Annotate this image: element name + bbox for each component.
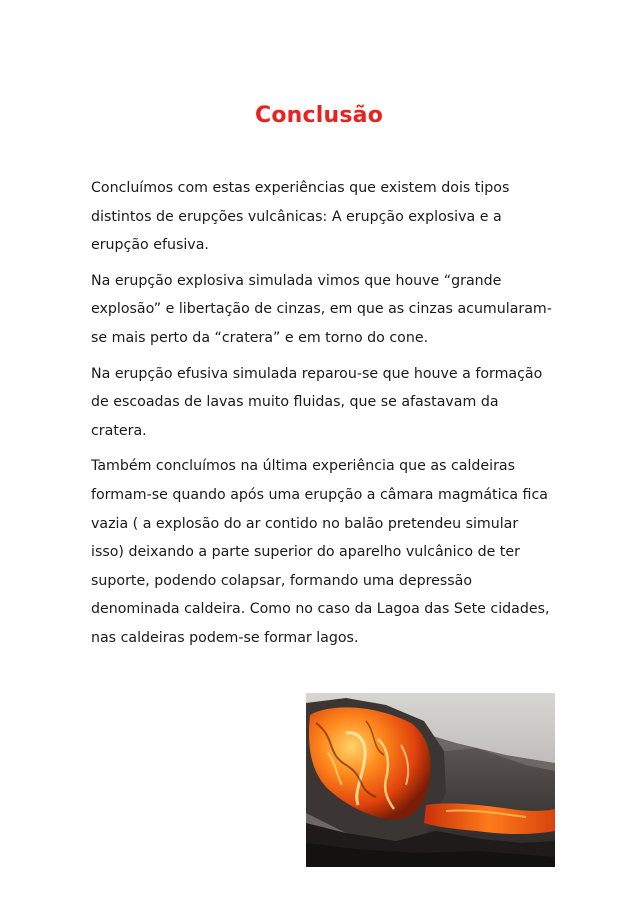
paragraph-1: Concluímos com estas experiências que existem dois tipos distintos de erupções vulcânicas: A erupção explosiva e a erupção efusiva. xyxy=(91,180,510,254)
paragraph-2: Na erupção explosiva simulada vimos que houve “grande explosão” e libertação de cinzas, em que as cinzas acumularam-se mais perto da “cratera” e em torno do cone. xyxy=(91,272,552,346)
paragraph-4: Também concluímos na última experiência que as caldeiras formam-se quando após uma erupção a câmara magmática fica vazia ( a explosão do ar contido no balão pretendeu simular isso) deixando a parte superior do aparelho vulcânico de ter suporte, podendo colapsar, formando uma depressão denominada caldeira. Como no caso da Lagoa das Sete cidades, nas caldeiras podem-se formar lagos. xyxy=(91,458,550,646)
page-title: Conclusão xyxy=(254,102,384,128)
paragraph-3: Na erupção efusiva simulada reparou-se que houve a formação de escoadas de lavas muito fluidas, que se afastavam da cratera. xyxy=(91,365,543,439)
conclusion-body xyxy=(91,174,553,660)
lava-flow-photo xyxy=(306,693,555,867)
lava-flow-illustration xyxy=(306,693,555,867)
